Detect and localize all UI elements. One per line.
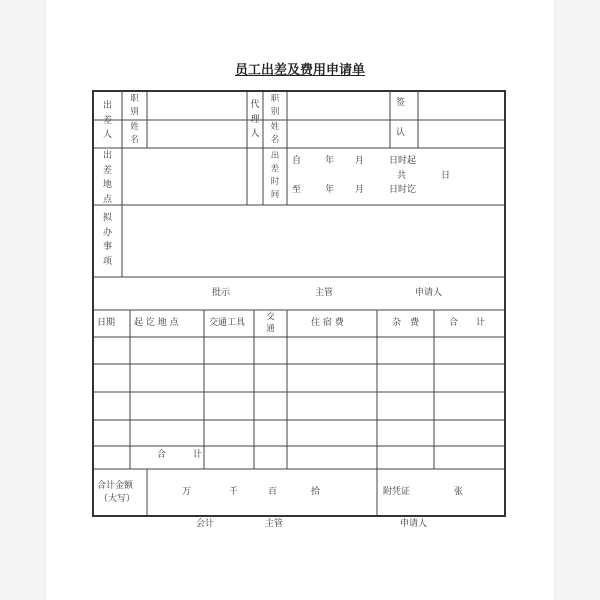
amount-qian-label: 千 bbox=[229, 487, 239, 497]
trip-time-label: 出 差 时 间 bbox=[270, 151, 280, 200]
traveler-name-label: 姓 名 bbox=[130, 122, 139, 145]
time-total-label: 共 bbox=[397, 171, 407, 181]
form-title: 员工出差及费用申请单 bbox=[234, 63, 365, 78]
time-day-label: 日 bbox=[441, 171, 451, 181]
col-header-vehicle: 交通工具 bbox=[209, 318, 246, 328]
amount-wan-label: 万 bbox=[182, 487, 192, 497]
footer-applicant: 申请人 bbox=[400, 519, 428, 529]
time-from-year-label: 年 bbox=[325, 156, 335, 166]
col-header-total: 合 计 bbox=[449, 318, 486, 328]
time-to-year-label: 年 bbox=[325, 185, 335, 195]
deputy-name-label: 姓 名 bbox=[270, 122, 280, 145]
amount-label-line2: （大写） bbox=[99, 494, 136, 504]
col-header-lodging: 住 宿 费 bbox=[311, 318, 344, 328]
signature-confirm-label: 认 bbox=[396, 128, 406, 138]
amount-label-line1: 合计金额 bbox=[97, 481, 134, 491]
deputy-position-label: 职 别 bbox=[270, 94, 280, 117]
location-label: 出 差 地 点 bbox=[102, 151, 112, 205]
footer-supervisor: 主管 bbox=[265, 519, 284, 529]
footer-accountant: 会计 bbox=[196, 519, 215, 529]
time-to-label: 至 bbox=[292, 185, 302, 195]
time-from-label: 自 bbox=[292, 156, 302, 166]
approval-supervisor-label: 主管 bbox=[315, 288, 334, 298]
traveler-position-label: 职 别 bbox=[130, 94, 139, 117]
subtotal-label: 合 计 bbox=[157, 450, 203, 460]
col-header-misc: 杂 费 bbox=[392, 318, 420, 328]
time-from-month-label: 月 bbox=[355, 156, 365, 166]
col-header-transport: 交 通 bbox=[266, 312, 275, 334]
form-sheet bbox=[46, 0, 554, 600]
traveler-label: 出 差 人 bbox=[102, 101, 112, 140]
time-start-label: 日时起 bbox=[389, 156, 417, 166]
amount-bai-label: 百 bbox=[268, 487, 278, 497]
attachment-label: 附凭证 bbox=[383, 487, 411, 497]
time-to-month-label: 月 bbox=[355, 185, 365, 195]
attachment-zhang-label: 张 bbox=[454, 487, 464, 497]
matters-label: 拟 办 事 项 bbox=[102, 213, 112, 267]
deputy-label: 代 理 人 bbox=[250, 100, 260, 139]
approval-approve-label: 批示 bbox=[212, 288, 231, 298]
time-end-label: 日时讫 bbox=[389, 185, 417, 195]
col-header-date: 日期 bbox=[97, 318, 116, 328]
approval-applicant-label: 申请人 bbox=[415, 288, 443, 298]
signature-sign-label: 签 bbox=[396, 98, 406, 108]
amount-shi-label: 拾 bbox=[311, 487, 321, 497]
col-header-route: 起 讫 地 点 bbox=[134, 318, 179, 328]
